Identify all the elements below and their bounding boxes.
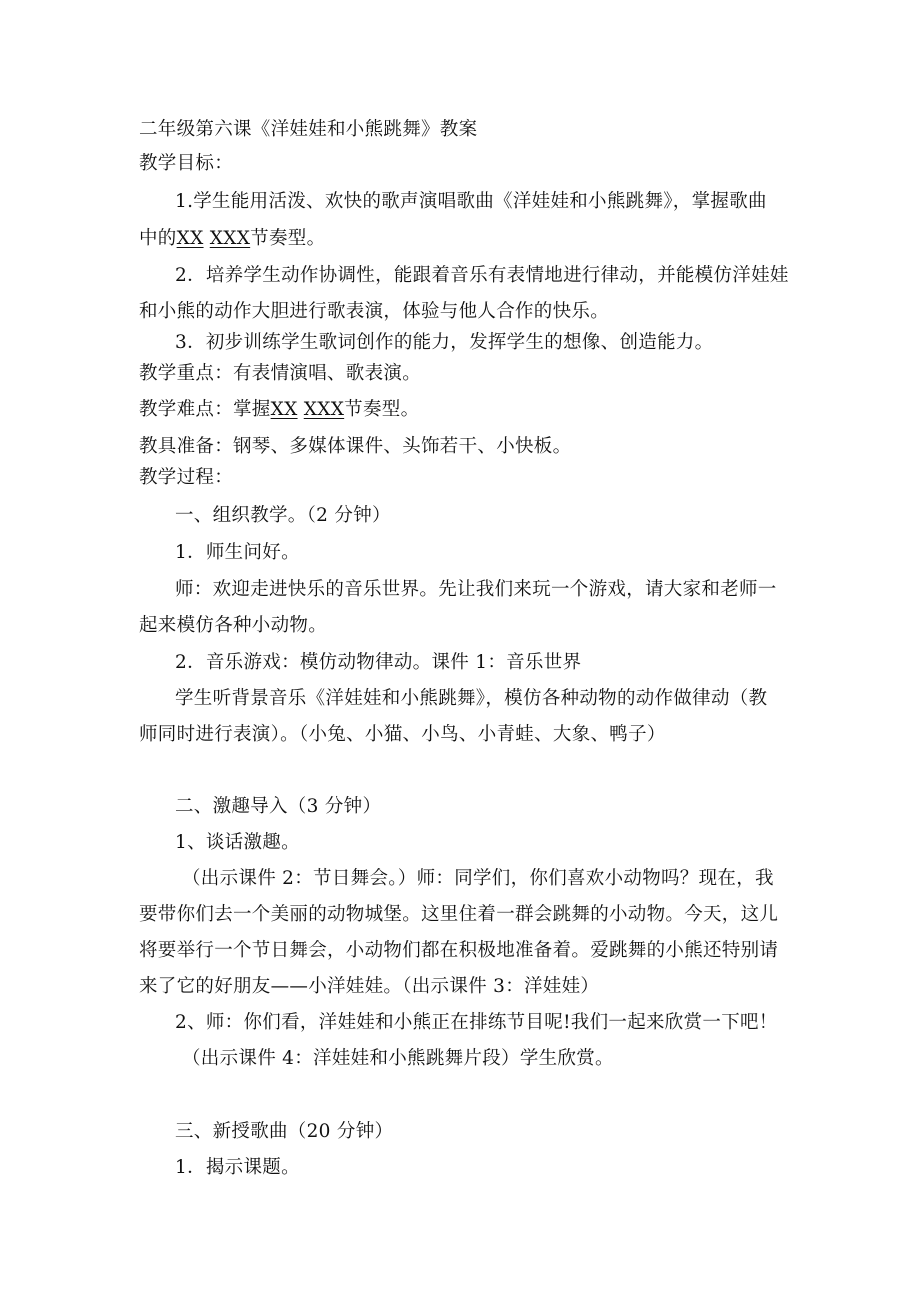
objectives-heading: 教学目标： bbox=[139, 153, 234, 174]
difficulty-pre: 教学难点：掌握 bbox=[139, 399, 271, 420]
section-2-heading: 二、激趣导入（3 分钟） bbox=[175, 796, 382, 817]
objective-2-line-2: 和小熊的动作大胆进行歌表演，体验与他人合作的快乐。 bbox=[139, 301, 610, 322]
section-1-students-line-2: 师同时进行表演）。（小兔、小猫、小鸟、小青蛙、大象、鸭子） bbox=[139, 724, 666, 745]
objective-1-line-1: 1.学生能用活泼、欢快的歌声演唱歌曲《洋娃娃和小熊跳舞》，掌握歌曲 bbox=[175, 191, 767, 212]
section-2-item-2: 2、师：你们看，洋娃娃和小熊正在排练节目呢!我们一起来欣赏一下吧！ bbox=[175, 1012, 778, 1033]
rhythm-xx: XX bbox=[176, 228, 204, 249]
difficulty-post: 节奏型。 bbox=[344, 399, 420, 420]
section-2-para-line-2: 要带你们去一个美丽的动物城堡。这里住着一群会跳舞的小动物。今天，这儿 bbox=[139, 904, 779, 925]
key-point: 教学重点：有表情演唱、歌表演。 bbox=[139, 363, 422, 384]
materials: 教具准备：钢琴、多媒体课件、头饰若干、小快板。 bbox=[139, 436, 572, 457]
section-1-teacher-line-2: 起来模仿各种小动物。 bbox=[139, 615, 328, 636]
section-3-item-1: 1．揭示课题。 bbox=[175, 1157, 300, 1178]
process-heading: 教学过程： bbox=[139, 467, 234, 488]
section-2-para-line-1: （出示课件 2：节日舞会。）师：同学们，你们喜欢小动物吗？现在，我 bbox=[182, 868, 774, 889]
section-1-students-line-1: 学生听背景音乐《洋娃娃和小熊跳舞》，模仿各种动物的动作做律动（教 bbox=[175, 688, 768, 709]
objective-1-post: 节奏型。 bbox=[250, 228, 326, 249]
section-2-para-line-4: 来了它的好朋友——小洋娃娃。（出示课件 3：洋娃娃） bbox=[139, 976, 600, 997]
rhythm-xx-2: XX bbox=[270, 399, 298, 420]
section-1-teacher-line-1: 师：欢迎走进快乐的音乐世界。先让我们来玩一个游戏，请大家和老师一 bbox=[175, 579, 777, 600]
rhythm-xxx: XXX bbox=[209, 228, 251, 249]
rhythm-xxx-2: XXX bbox=[303, 399, 345, 420]
objective-1-pre: 中的 bbox=[139, 228, 177, 249]
section-1-heading: 一、组织教学。（2 分钟） bbox=[175, 505, 391, 526]
section-1-item-1: 1．师生问好。 bbox=[175, 542, 300, 563]
section-3-heading: 三、新授歌曲（20 分钟） bbox=[175, 1121, 394, 1142]
doc-title: 二年级第六课《洋娃娃和小熊跳舞》教案 bbox=[139, 119, 478, 140]
section-2-para-line-3: 将要举行一个节日舞会，小动物们都在积极地准备着。爱跳舞的小熊还特别请 bbox=[139, 940, 779, 961]
difficulty bbox=[139, 398, 419, 422]
objective-3: 3．初步训练学生歌词创作的能力，发挥学生的想像、创造能力。 bbox=[175, 332, 714, 353]
section-2-item-1: 1、谈话激趣。 bbox=[175, 832, 300, 853]
section-1-item-2: 2．音乐游戏：模仿动物律动。课件 1：音乐世界 bbox=[175, 652, 582, 673]
objective-1-line-2 bbox=[139, 227, 325, 251]
objective-2-line-1: 2．培养学生动作协调性，能跟着音乐有表情地进行律动，并能模仿洋娃娃 bbox=[175, 265, 789, 286]
section-2-item-3: （出示课件 4：洋娃娃和小熊跳舞片段）学生欣赏。 bbox=[182, 1048, 614, 1069]
